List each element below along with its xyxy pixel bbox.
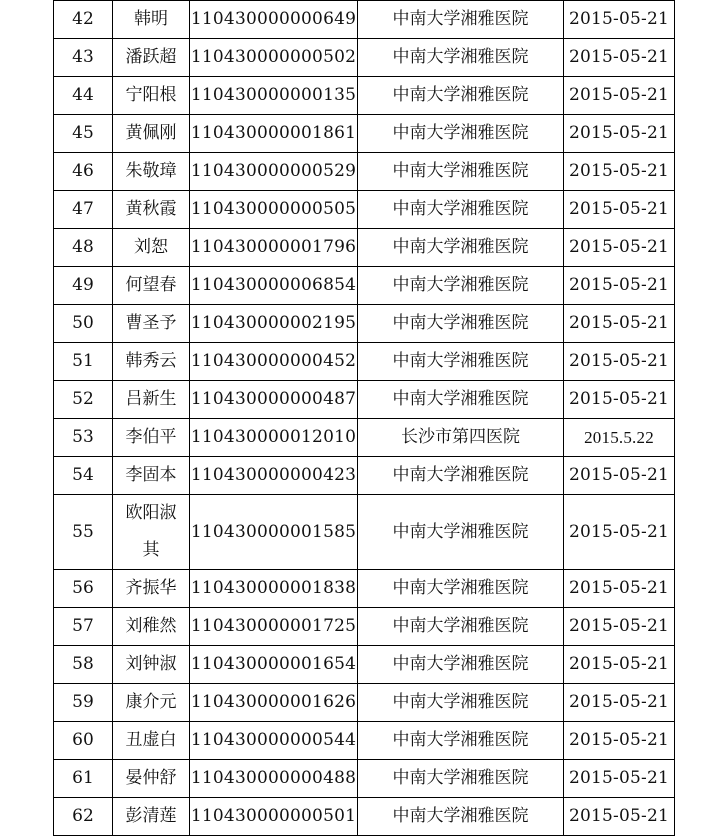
certificate-id-cell: 110430000001626 bbox=[190, 684, 358, 722]
certificate-id-cell: 110430000001585 bbox=[190, 495, 358, 570]
row-number-cell: 48 bbox=[54, 229, 113, 267]
table-row bbox=[54, 608, 675, 646]
name-cell: 刘钟淑 bbox=[113, 646, 190, 684]
date-cell: 2015-05-21 bbox=[564, 646, 675, 684]
hospital-cell: 长沙市第四医院 bbox=[358, 419, 564, 457]
row-number-cell: 52 bbox=[54, 381, 113, 419]
certificate-id-cell: 110430000001725 bbox=[190, 608, 358, 646]
table-row bbox=[54, 381, 675, 419]
hospital-cell: 中南大学湘雅医院 bbox=[358, 495, 564, 570]
document-page bbox=[53, 0, 675, 836]
date-cell: 2015-05-21 bbox=[564, 77, 675, 115]
certificate-id-cell: 110430000002195 bbox=[190, 305, 358, 343]
certificate-id-cell: 110430000000501 bbox=[190, 798, 358, 836]
certificate-id-cell: 110430000000423 bbox=[190, 457, 358, 495]
name-cell: 李固本 bbox=[113, 457, 190, 495]
hospital-cell: 中南大学湘雅医院 bbox=[358, 191, 564, 229]
name-cell: 黄佩刚 bbox=[113, 115, 190, 153]
hospital-cell: 中南大学湘雅医院 bbox=[358, 77, 564, 115]
name-cell: 刘恕 bbox=[113, 229, 190, 267]
name-cell: 丑虚白 bbox=[113, 722, 190, 760]
hospital-cell: 中南大学湘雅医院 bbox=[358, 153, 564, 191]
certificate-id-cell: 110430000000544 bbox=[190, 722, 358, 760]
hospital-cell: 中南大学湘雅医院 bbox=[358, 343, 564, 381]
date-cell: 2015.5.22 bbox=[564, 419, 675, 457]
date-cell: 2015-05-21 bbox=[564, 684, 675, 722]
name-cell: 吕新生 bbox=[113, 381, 190, 419]
name-cell: 韩秀云 bbox=[113, 343, 190, 381]
row-number-cell: 51 bbox=[54, 343, 113, 381]
date-cell: 2015-05-21 bbox=[564, 229, 675, 267]
hospital-cell: 中南大学湘雅医院 bbox=[358, 457, 564, 495]
certificate-id-cell: 110430000000135 bbox=[190, 77, 358, 115]
row-number-cell: 61 bbox=[54, 760, 113, 798]
date-cell: 2015-05-21 bbox=[564, 39, 675, 77]
name-cell: 康介元 bbox=[113, 684, 190, 722]
table-row bbox=[54, 343, 675, 381]
row-number-cell: 47 bbox=[54, 191, 113, 229]
row-number-cell: 44 bbox=[54, 77, 113, 115]
certificate-id-cell: 110430000001861 bbox=[190, 115, 358, 153]
date-cell: 2015-05-21 bbox=[564, 495, 675, 570]
name-cell: 韩明 bbox=[113, 1, 190, 39]
hospital-cell: 中南大学湘雅医院 bbox=[358, 608, 564, 646]
name-cell: 欧阳淑其 bbox=[113, 495, 190, 570]
row-number-cell: 56 bbox=[54, 570, 113, 608]
table-row bbox=[54, 115, 675, 153]
registry-table bbox=[53, 0, 675, 836]
registry-table-body bbox=[54, 1, 675, 836]
date-cell: 2015-05-21 bbox=[564, 267, 675, 305]
table-row bbox=[54, 722, 675, 760]
hospital-cell: 中南大学湘雅医院 bbox=[358, 115, 564, 153]
row-number-cell: 50 bbox=[54, 305, 113, 343]
date-cell: 2015-05-21 bbox=[564, 343, 675, 381]
table-row bbox=[54, 305, 675, 343]
name-cell: 晏仲舒 bbox=[113, 760, 190, 798]
row-number-cell: 46 bbox=[54, 153, 113, 191]
row-number-cell: 45 bbox=[54, 115, 113, 153]
date-cell: 2015-05-21 bbox=[564, 191, 675, 229]
table-row bbox=[54, 495, 675, 570]
date-cell: 2015-05-21 bbox=[564, 457, 675, 495]
table-row bbox=[54, 153, 675, 191]
certificate-id-cell: 110430000000488 bbox=[190, 760, 358, 798]
row-number-cell: 57 bbox=[54, 608, 113, 646]
date-cell: 2015-05-21 bbox=[564, 115, 675, 153]
date-cell: 2015-05-21 bbox=[564, 153, 675, 191]
hospital-cell: 中南大学湘雅医院 bbox=[358, 722, 564, 760]
table-row bbox=[54, 684, 675, 722]
date-cell: 2015-05-21 bbox=[564, 760, 675, 798]
date-cell: 2015-05-21 bbox=[564, 608, 675, 646]
row-number-cell: 54 bbox=[54, 457, 113, 495]
certificate-id-cell: 110430000000505 bbox=[190, 191, 358, 229]
name-cell: 曹圣予 bbox=[113, 305, 190, 343]
hospital-cell: 中南大学湘雅医院 bbox=[358, 381, 564, 419]
table-row bbox=[54, 419, 675, 457]
certificate-id-cell: 110430000000649 bbox=[190, 1, 358, 39]
hospital-cell: 中南大学湘雅医院 bbox=[358, 684, 564, 722]
row-number-cell: 49 bbox=[54, 267, 113, 305]
date-cell: 2015-05-21 bbox=[564, 722, 675, 760]
certificate-id-cell: 110430000012010 bbox=[190, 419, 358, 457]
date-cell: 2015-05-21 bbox=[564, 305, 675, 343]
certificate-id-cell: 110430000000502 bbox=[190, 39, 358, 77]
hospital-cell: 中南大学湘雅医院 bbox=[358, 570, 564, 608]
date-cell: 2015-05-21 bbox=[564, 381, 675, 419]
name-cell: 何望春 bbox=[113, 267, 190, 305]
table-row bbox=[54, 39, 675, 77]
name-cell: 潘跃超 bbox=[113, 39, 190, 77]
name-cell: 朱敬璋 bbox=[113, 153, 190, 191]
name-cell: 李伯平 bbox=[113, 419, 190, 457]
certificate-id-cell: 110430000006854 bbox=[190, 267, 358, 305]
table-row bbox=[54, 646, 675, 684]
row-number-cell: 53 bbox=[54, 419, 113, 457]
date-cell: 2015-05-21 bbox=[564, 570, 675, 608]
date-cell: 2015-05-21 bbox=[564, 798, 675, 836]
table-row bbox=[54, 229, 675, 267]
certificate-id-cell: 110430000000487 bbox=[190, 381, 358, 419]
date-cell: 2015-05-21 bbox=[564, 1, 675, 39]
certificate-id-cell: 110430000001796 bbox=[190, 229, 358, 267]
certificate-id-cell: 110430000001654 bbox=[190, 646, 358, 684]
certificate-id-cell: 110430000001838 bbox=[190, 570, 358, 608]
row-number-cell: 43 bbox=[54, 39, 113, 77]
hospital-cell: 中南大学湘雅医院 bbox=[358, 267, 564, 305]
hospital-cell: 中南大学湘雅医院 bbox=[358, 798, 564, 836]
hospital-cell: 中南大学湘雅医院 bbox=[358, 305, 564, 343]
row-number-cell: 60 bbox=[54, 722, 113, 760]
table-row bbox=[54, 457, 675, 495]
hospital-cell: 中南大学湘雅医院 bbox=[358, 1, 564, 39]
table-row bbox=[54, 1, 675, 39]
certificate-id-cell: 110430000000529 bbox=[190, 153, 358, 191]
row-number-cell: 42 bbox=[54, 1, 113, 39]
name-cell: 齐振华 bbox=[113, 570, 190, 608]
name-cell: 黄秋霞 bbox=[113, 191, 190, 229]
row-number-cell: 59 bbox=[54, 684, 113, 722]
table-row bbox=[54, 267, 675, 305]
name-cell: 刘稚然 bbox=[113, 608, 190, 646]
row-number-cell: 62 bbox=[54, 798, 113, 836]
row-number-cell: 58 bbox=[54, 646, 113, 684]
certificate-id-cell: 110430000000452 bbox=[190, 343, 358, 381]
name-cell: 宁阳根 bbox=[113, 77, 190, 115]
hospital-cell: 中南大学湘雅医院 bbox=[358, 229, 564, 267]
table-row bbox=[54, 570, 675, 608]
table-row bbox=[54, 760, 675, 798]
hospital-cell: 中南大学湘雅医院 bbox=[358, 760, 564, 798]
table-row bbox=[54, 77, 675, 115]
table-row bbox=[54, 798, 675, 836]
hospital-cell: 中南大学湘雅医院 bbox=[358, 39, 564, 77]
table-row bbox=[54, 191, 675, 229]
hospital-cell: 中南大学湘雅医院 bbox=[358, 646, 564, 684]
name-cell: 彭清莲 bbox=[113, 798, 190, 836]
row-number-cell: 55 bbox=[54, 495, 113, 570]
